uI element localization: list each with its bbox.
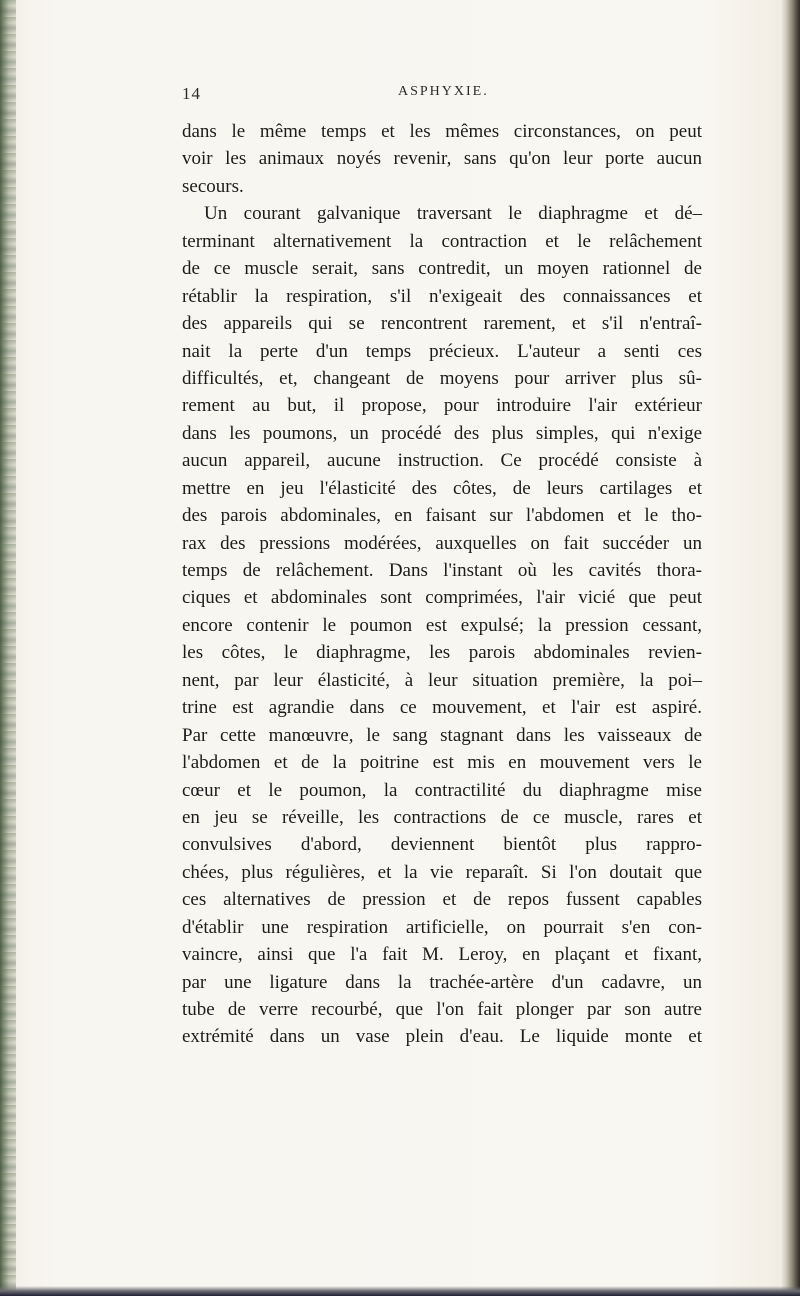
text-line: l'abdomen et de la poitrine est mis en mouvement vers le — [182, 752, 702, 774]
text-line: rement au but, il propose, pour introduire l'air extérieur — [182, 395, 702, 417]
text-line: ces alternatives de pression et de repos fussent capables — [182, 889, 702, 911]
text-line: vaincre, ainsi que l'a fait M. Leroy, en plaçant et fixant, — [182, 944, 702, 966]
text-line: rax des pressions modérées, auxquelles on fait succéder un — [182, 532, 702, 554]
text-line: cœur et le poumon, la contractilité du diaphragme mise — [182, 779, 702, 801]
text-line: en jeu se réveille, les contractions de ce muscle, rares et — [182, 806, 702, 828]
text-line: d'établir une respiration artificielle, on pourrait s'en con- — [182, 916, 702, 938]
text-line: convulsives d'abord, deviennent bientôt plus rappro- — [182, 834, 702, 856]
text-line: chées, plus régulières, et la vie reparaît. Si l'on doutait que — [182, 861, 702, 883]
text-line: dans les poumons, un procédé des plus simples, qui n'exige — [182, 422, 702, 444]
text-line: extrémité dans un vase plein d'eau. Le liquide monte et — [182, 1026, 702, 1048]
binding-edge — [0, 0, 16, 1296]
running-head: ASPHYXIE. — [398, 84, 489, 99]
text-line: nent, par leur élasticité, à leur situation première, la poi– — [182, 669, 702, 691]
text-line: les côtes, le diaphragme, les parois abdominales revien- — [182, 642, 702, 664]
text-line: voir les animaux noyés revenir, sans qu'on leur porte aucun — [182, 148, 702, 170]
text-line: ciques et abdominales sont comprimées, l'air vicié que peut — [182, 587, 702, 609]
text-line: difficultés, et, changeant de moyens pour arriver plus sû- — [182, 367, 702, 389]
text-line: trine est agrandie dans ce mouvement, et l'air est aspiré. — [182, 697, 702, 719]
page-edge-bottom — [0, 1286, 800, 1296]
text-line: rétablir la respiration, s'il n'exigeait des connaissances et — [182, 285, 702, 307]
text-line: Un courant galvanique traversant le diaphragme et dé– — [204, 203, 702, 225]
text-line: nait la perte d'un temps précieux. L'auteur a senti ces — [182, 340, 702, 362]
text-line: dans le même temps et les mêmes circonstances, on peut — [182, 121, 702, 142]
text-line: temps de relâchement. Dans l'instant où les cavités thora- — [182, 560, 702, 581]
text-line: secours. — [182, 175, 244, 197]
text-line: Par cette manœuvre, le sang stagnant dans les vaisseaux de — [182, 724, 702, 746]
text-line: aucun appareil, aucune instruction. Ce procédé consiste à — [182, 450, 702, 472]
body-text — [182, 118, 702, 1051]
page-edge-right — [780, 0, 800, 1296]
text-line: mettre en jeu l'élasticité des côtes, de leurs cartilages et — [182, 477, 702, 499]
text-line: terminant alternativement la contraction et le relâchement — [182, 230, 702, 252]
text-line: tube de verre recourbé, que l'on fait plonger par son autre — [182, 999, 702, 1020]
page-number: 14 — [182, 84, 201, 103]
text-line: par une ligature dans la trachée-artère d'un cadavre, un — [182, 971, 702, 993]
text-line: de ce muscle serait, sans contredit, un moyen rationnel de — [182, 258, 702, 280]
text-line: des appareils qui se rencontrent rarement, et s'il n'entraî- — [182, 313, 702, 335]
page-header — [182, 84, 702, 114]
text-line: encore contenir le poumon est expulsé; la pression cessant, — [182, 614, 702, 636]
text-line: des parois abdominales, en faisant sur l'abdomen et le tho- — [182, 505, 702, 527]
